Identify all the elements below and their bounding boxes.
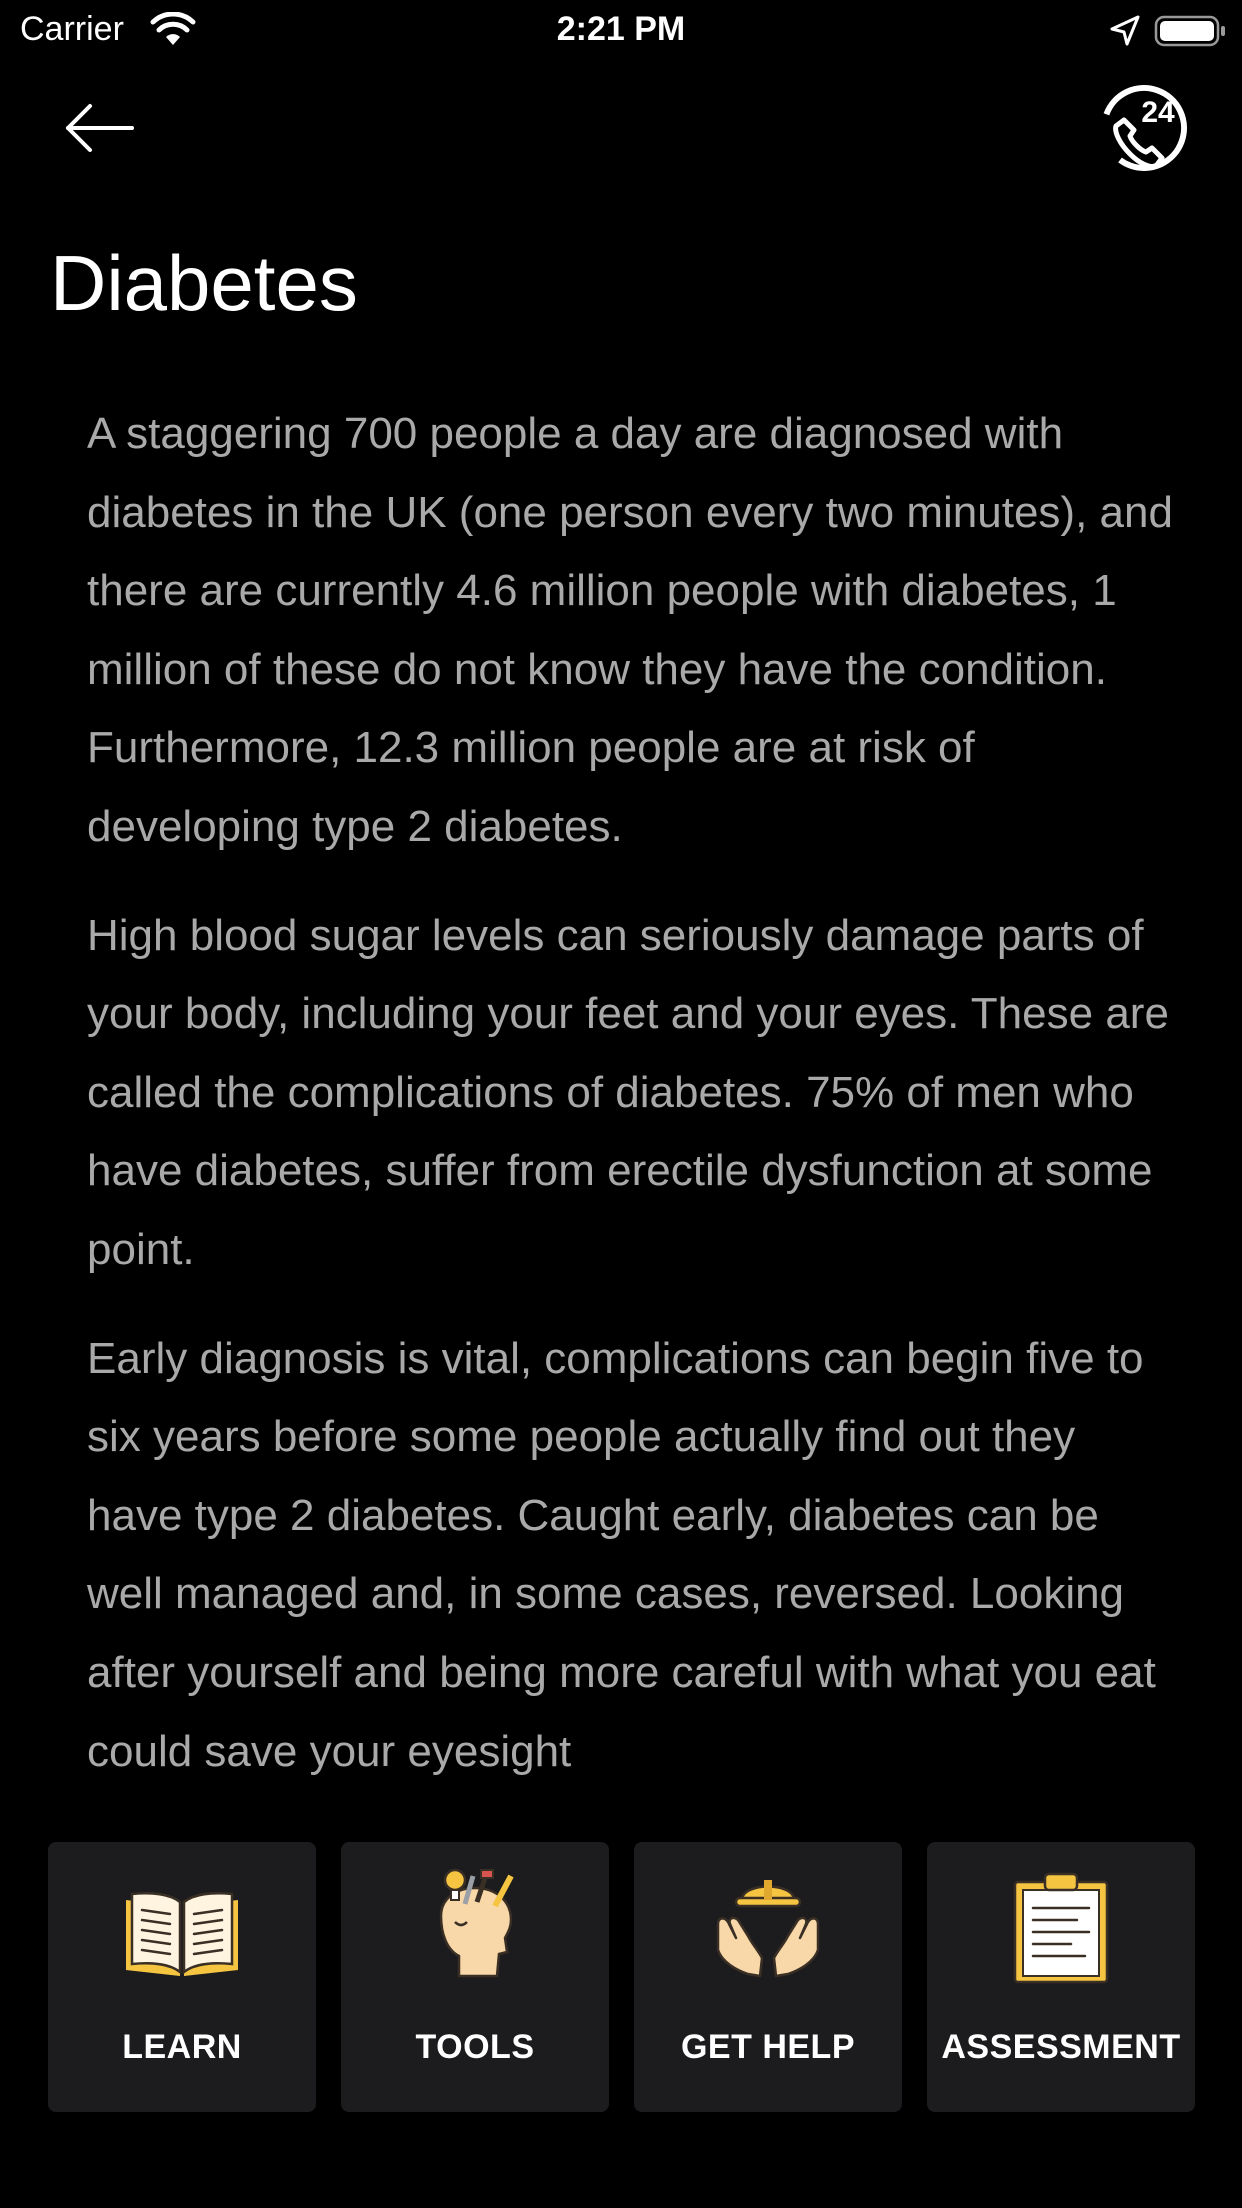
phone-24-icon <box>1094 78 1194 178</box>
arrow-left-icon <box>62 98 142 158</box>
article-paragraph: Early diagnosis is vital, complications can begin five to six years before some people actually find out they have type 2 diabetes. Caught early, diabetes can be well managed and, in some cases, reversed. Looking after yourself and being more careful with what you eat could save your eyesight <box>87 1333 1156 1776</box>
back-button[interactable] <box>62 98 142 158</box>
hotline-24-button[interactable] <box>1094 78 1194 178</box>
nav-get-help-button[interactable] <box>634 1842 902 2112</box>
nav-get-help-label: GET HELP <box>680 2028 856 2066</box>
nav-tools-label: TOOLS <box>415 2028 535 2066</box>
nav-assessment-label: ASSESSMENT <box>941 2028 1181 2066</box>
hands-helmet-icon <box>708 1866 828 1986</box>
status-bar <box>0 0 1242 62</box>
battery-icon <box>1154 14 1228 48</box>
nav-learn-label: LEARN <box>122 2028 242 2066</box>
nav-learn-button[interactable] <box>48 1842 316 2112</box>
nav-tools-button[interactable] <box>341 1842 609 2112</box>
carrier-label: Carrier <box>20 10 124 48</box>
page-title: Diabetes <box>50 239 358 327</box>
hotline-badge: 24 <box>1141 96 1175 129</box>
nav-assessment-button[interactable] <box>927 1842 1195 2112</box>
open-book-icon <box>122 1866 242 1986</box>
location-arrow-icon <box>1108 14 1142 48</box>
article-body <box>87 395 1177 1821</box>
clipboard-icon <box>1001 1866 1121 1986</box>
article-paragraph: A staggering 700 people a day are diagnosed with diabetes in the UK (one person every two minutes), and there are currently 4.6 million people with diabetes, 1 million of these do not know they have the condition. Furthermore, 12.3 million people are at risk of developing type 2 diabetes. <box>87 409 1173 851</box>
article-paragraph: High blood sugar levels can seriously damage parts of your body, including your feet and your eyes. These are called the complications of diabetes. 75% of men who have diabetes, suffer from erectile dysfunction at some point. <box>87 910 1169 1274</box>
head-tools-icon <box>415 1866 535 1986</box>
status-time: 2:21 PM <box>556 10 686 48</box>
bottom-nav <box>48 1842 1196 2112</box>
